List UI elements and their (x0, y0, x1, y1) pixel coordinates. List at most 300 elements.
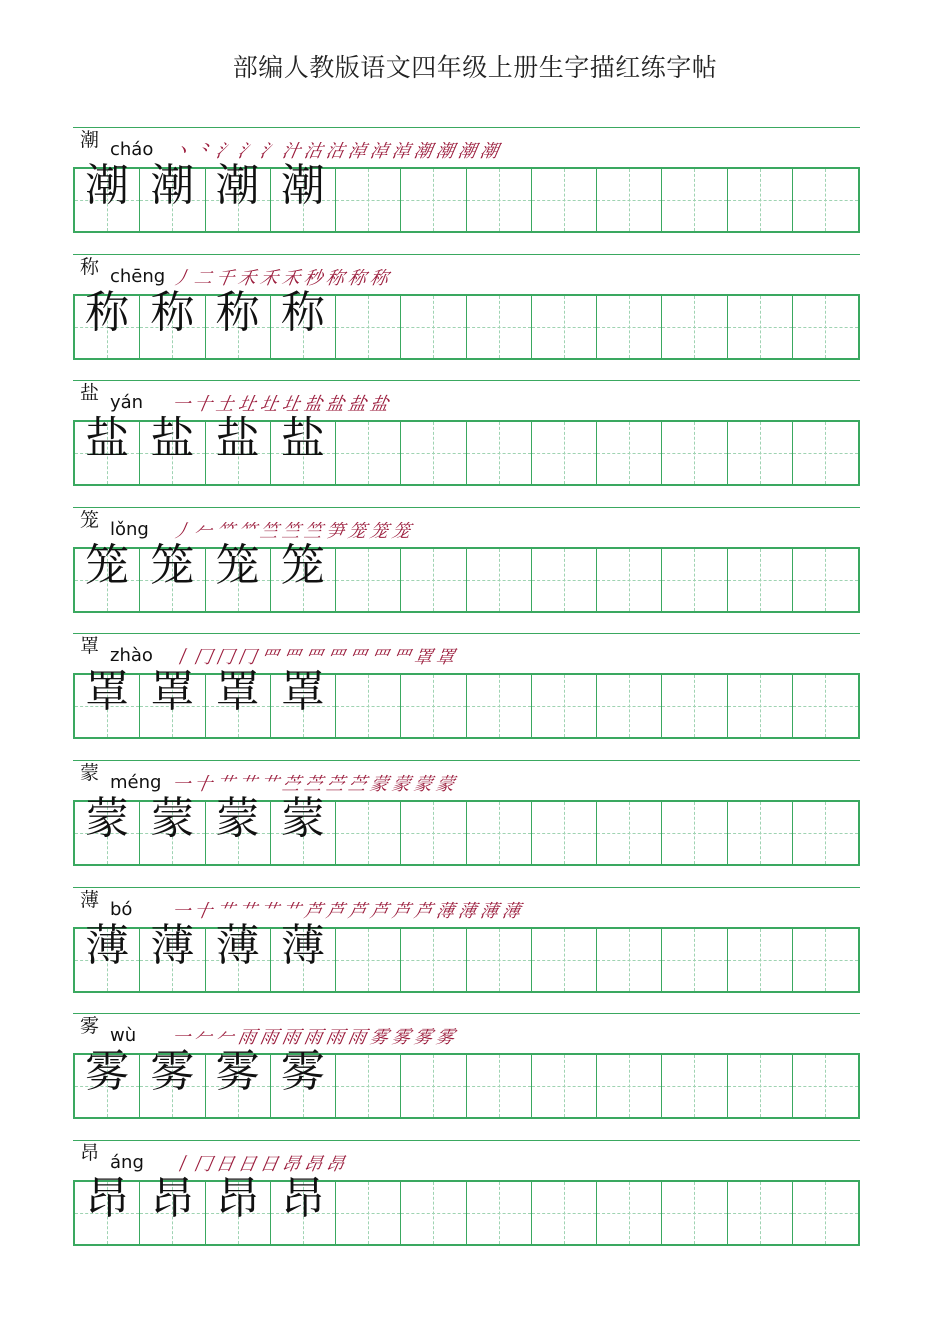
trace-character: 薄 (150, 919, 195, 971)
stroke-step: 丨 (170, 647, 192, 669)
empty-practice-cell[interactable] (662, 1055, 727, 1117)
trace-character: 雾 (150, 1046, 195, 1098)
empty-practice-cell[interactable] (597, 1182, 662, 1244)
guide-line-vertical (564, 802, 565, 864)
empty-practice-cell[interactable] (597, 929, 662, 991)
guide-line-vertical (564, 422, 565, 484)
empty-practice-cell[interactable] (728, 675, 793, 737)
trace-character: 雾 (215, 1046, 260, 1098)
trace-character: 笼 (85, 539, 130, 591)
guide-line-vertical (499, 169, 500, 231)
guide-line-vertical (433, 929, 434, 991)
trace-cell (140, 160, 205, 231)
stroke-step: 苎 (324, 774, 346, 795)
stroke-step: 笼 (390, 520, 412, 542)
stroke-step: 芦 (368, 900, 390, 922)
empty-practice-cell[interactable] (597, 1055, 662, 1117)
empty-practice-cell[interactable] (728, 296, 793, 358)
empty-practice-cell[interactable] (662, 675, 727, 737)
stroke-step: 蒙 (368, 774, 390, 795)
character-label: 笼 (80, 508, 100, 531)
guide-line-vertical (433, 675, 434, 737)
guide-line-vertical (694, 296, 695, 358)
writing-grid (73, 919, 860, 993)
empty-practice-cell[interactable] (728, 1182, 793, 1244)
stroke-step: 土 (214, 394, 236, 416)
stroke-step: 十 (192, 900, 214, 922)
guide-line-vertical (499, 549, 500, 611)
stroke-step: 芦 (324, 900, 346, 922)
stroke-step: 潮 (456, 141, 478, 162)
row-divider (73, 380, 860, 381)
guide-line-vertical (629, 1182, 630, 1244)
stroke-step: 称 (324, 267, 346, 289)
stroke-step: 沽 (302, 141, 324, 162)
trace-character: 罩 (85, 666, 130, 718)
trace-cell (140, 666, 205, 737)
empty-practice-cell[interactable] (728, 169, 793, 231)
guide-line-vertical (564, 1055, 565, 1117)
guide-line-vertical (499, 675, 500, 737)
trace-cell (206, 1046, 271, 1117)
stroke-step: 十 (192, 774, 214, 795)
stroke-step: 𥫗 (236, 520, 258, 542)
trace-character: 薄 (85, 919, 130, 971)
guide-line-vertical (825, 1182, 826, 1244)
stroke-step: 二 (192, 267, 214, 289)
empty-practice-cell[interactable] (467, 549, 532, 611)
guide-line-vertical (629, 422, 630, 484)
stroke-step: 雨 (258, 1027, 280, 1049)
stroke-step: 笋 (324, 520, 346, 542)
stroke-step: 淖 (368, 141, 390, 162)
empty-practice-cell[interactable] (336, 802, 401, 864)
trace-character: 潮 (150, 160, 195, 211)
character-label: 盐 (80, 382, 100, 405)
trace-cell (75, 1172, 140, 1244)
empty-practice-cell[interactable] (532, 929, 597, 991)
stroke-step: 雨 (236, 1027, 258, 1049)
empty-practice-cell[interactable] (793, 296, 858, 358)
trace-character: 称 (85, 286, 130, 338)
trace-cell (75, 666, 140, 737)
empty-practice-cell[interactable] (401, 169, 466, 231)
trace-character: 称 (215, 286, 260, 338)
stroke-step: 冂 (236, 647, 258, 669)
trace-character: 盐 (215, 413, 260, 465)
stroke-step: 盐 (368, 394, 390, 416)
writing-grid (73, 1172, 860, 1246)
empty-practice-cell[interactable] (467, 802, 532, 864)
trace-cell (75, 286, 140, 358)
character-label: 雾 (80, 1015, 100, 1038)
stroke-step: 𥫗 (214, 520, 236, 542)
page-title: 部编人教版语文四年级上册生字描红练字帖 (232, 53, 718, 82)
character-label: 昂 (80, 1141, 100, 1164)
stroke-step: 潮 (412, 141, 434, 162)
guide-line-vertical (825, 929, 826, 991)
stroke-step: 日 (214, 1153, 236, 1175)
trace-character: 潮 (85, 160, 130, 211)
stroke-step: 千 (214, 267, 236, 289)
writing-grid (73, 160, 860, 233)
empty-practice-cell[interactable] (467, 1182, 532, 1244)
stroke-step: 圵 (280, 394, 302, 416)
stroke-step: 𠂉 (214, 1027, 236, 1049)
guide-line-vertical (564, 169, 565, 231)
empty-practice-cell[interactable] (793, 549, 858, 611)
trace-cell (206, 539, 271, 611)
trace-cell (206, 919, 271, 991)
stroke-step: 汁 (280, 141, 302, 162)
pinyin-label: bó (110, 898, 133, 920)
stroke-step: 𠂉 (192, 1027, 214, 1049)
empty-practice-cell[interactable] (793, 675, 858, 737)
practice-row (73, 507, 860, 624)
stroke-step: 禾 (280, 267, 302, 289)
stroke-step: 盐 (346, 394, 368, 416)
empty-practice-cell[interactable] (793, 1182, 858, 1244)
empty-practice-cell[interactable] (662, 1182, 727, 1244)
stroke-step: 竺 (280, 520, 302, 542)
empty-practice-cell[interactable] (532, 169, 597, 231)
guide-line-vertical (760, 929, 761, 991)
empty-practice-cell[interactable] (336, 169, 401, 231)
trace-cell (271, 793, 336, 864)
trace-cell (75, 1046, 140, 1117)
guide-line-vertical (825, 296, 826, 358)
empty-practice-cell[interactable] (728, 802, 793, 864)
stroke-step: 艹 (214, 900, 236, 922)
practice-row (73, 127, 860, 244)
stroke-step: 艹 (236, 774, 258, 795)
row-divider (73, 760, 860, 761)
writing-grid (73, 286, 860, 360)
stroke-step: 雾 (412, 1027, 434, 1049)
stroke-step: 称 (346, 267, 368, 289)
guide-line-vertical (368, 929, 369, 991)
stroke-step: 芦 (302, 900, 324, 922)
empty-practice-cell[interactable] (401, 296, 466, 358)
stroke-step: 一 (170, 394, 192, 416)
empty-practice-cell[interactable] (793, 802, 858, 864)
pinyin-label: chēng (110, 265, 166, 287)
stroke-step: 蒙 (390, 774, 412, 795)
stroke-step: 昂 (302, 1153, 324, 1175)
stroke-step: 𠂉 (192, 520, 214, 542)
empty-practice-cell[interactable] (662, 422, 727, 484)
stroke-step: 薄 (434, 900, 456, 922)
character-label: 称 (80, 255, 100, 278)
guide-line-vertical (564, 296, 565, 358)
stroke-step: 圵 (236, 394, 258, 416)
stroke-step: 一 (170, 1027, 192, 1049)
stroke-step: 昂 (280, 1153, 302, 1175)
empty-practice-cell[interactable] (401, 422, 466, 484)
stroke-step: 丿 (170, 520, 192, 542)
stroke-step: 蒙 (412, 774, 434, 795)
trace-cell (206, 413, 271, 484)
empty-practice-cell[interactable] (336, 296, 401, 358)
trace-cell (75, 919, 140, 991)
guide-line-vertical (760, 675, 761, 737)
empty-practice-cell[interactable] (597, 802, 662, 864)
empty-practice-cell[interactable] (467, 296, 532, 358)
empty-practice-cell[interactable] (532, 675, 597, 737)
pinyin-label: wù (110, 1025, 137, 1047)
stroke-step: 雨 (280, 1027, 302, 1049)
empty-practice-cell[interactable] (401, 1055, 466, 1117)
stroke-step: 艹 (258, 900, 280, 922)
empty-practice-cell[interactable] (597, 422, 662, 484)
row-divider (73, 507, 860, 508)
empty-practice-cell[interactable] (793, 929, 858, 991)
empty-practice-cell[interactable] (728, 929, 793, 991)
guide-line-vertical (433, 296, 434, 358)
empty-practice-cell[interactable] (662, 929, 727, 991)
trace-character: 蒙 (215, 793, 260, 844)
trace-cell (206, 666, 271, 737)
stroke-step: 禾 (236, 267, 258, 289)
trace-character: 蒙 (280, 793, 325, 844)
stroke-step: 罒 (368, 647, 390, 669)
empty-practice-cell[interactable] (597, 169, 662, 231)
trace-cell (140, 919, 205, 991)
empty-practice-cell[interactable] (597, 549, 662, 611)
trace-cell (140, 793, 205, 864)
stroke-step: 氵 (258, 141, 280, 162)
guide-line-vertical (760, 802, 761, 864)
stroke-step: 芦 (412, 900, 434, 922)
trace-cell (271, 539, 336, 611)
row-divider (73, 1140, 860, 1141)
empty-practice-cell[interactable] (793, 1055, 858, 1117)
guide-line-vertical (499, 296, 500, 358)
guide-line-vertical (433, 422, 434, 484)
empty-practice-cell[interactable] (662, 296, 727, 358)
empty-practice-cell[interactable] (336, 1182, 401, 1244)
guide-line-vertical (694, 1055, 695, 1117)
empty-practice-cell[interactable] (532, 1182, 597, 1244)
empty-practice-cell[interactable] (728, 1055, 793, 1117)
trace-cell (271, 413, 336, 484)
trace-cell (206, 793, 271, 864)
empty-practice-cell[interactable] (662, 549, 727, 611)
stroke-step: 雨 (302, 1027, 324, 1049)
writing-grid (73, 793, 860, 866)
trace-character: 蒙 (150, 793, 195, 844)
trace-cell (206, 286, 271, 358)
row-divider (73, 1013, 860, 1014)
practice-row (73, 1140, 860, 1257)
guide-line-vertical (433, 169, 434, 231)
row-divider (73, 127, 860, 128)
stroke-step: 竺 (258, 520, 280, 542)
guide-line-vertical (499, 929, 500, 991)
stroke-step: 笼 (368, 520, 390, 542)
empty-practice-cell[interactable] (728, 549, 793, 611)
stroke-step: 冂 (192, 1153, 214, 1175)
stroke-step: 淖 (390, 141, 412, 162)
stroke-step: 罒 (390, 647, 412, 669)
guide-line-vertical (825, 422, 826, 484)
empty-practice-cell[interactable] (532, 422, 597, 484)
trace-character: 雾 (85, 1046, 130, 1098)
guide-line-vertical (564, 675, 565, 737)
trace-character: 雾 (280, 1046, 325, 1098)
empty-practice-cell[interactable] (336, 929, 401, 991)
stroke-step: 罒 (280, 647, 302, 669)
guide-line-vertical (629, 929, 630, 991)
empty-practice-cell[interactable] (467, 422, 532, 484)
trace-cell (75, 539, 140, 611)
stroke-step: 罒 (324, 647, 346, 669)
stroke-step: 罩 (412, 647, 434, 669)
guide-line-vertical (629, 675, 630, 737)
empty-practice-cell[interactable] (532, 802, 597, 864)
stroke-step: 日 (236, 1153, 258, 1175)
empty-practice-cell[interactable] (336, 422, 401, 484)
guide-line-vertical (825, 802, 826, 864)
guide-line-vertical (499, 802, 500, 864)
stroke-step: 芦 (346, 900, 368, 922)
stroke-step: 薄 (456, 900, 478, 922)
stroke-step: 芦 (390, 900, 412, 922)
trace-character: 笼 (150, 539, 195, 591)
stroke-step: 罩 (434, 647, 456, 669)
guide-line-vertical (368, 296, 369, 358)
guide-line-vertical (564, 1182, 565, 1244)
stroke-step: 丨 (170, 1153, 192, 1175)
stroke-step: 圵 (258, 394, 280, 416)
guide-line-vertical (433, 549, 434, 611)
empty-practice-cell[interactable] (793, 422, 858, 484)
trace-cell (140, 413, 205, 484)
empty-practice-cell[interactable] (467, 929, 532, 991)
trace-cell (140, 1172, 205, 1244)
trace-cell (140, 539, 205, 611)
empty-practice-cell[interactable] (401, 549, 466, 611)
trace-cell (75, 413, 140, 484)
guide-line-vertical (564, 549, 565, 611)
empty-practice-cell[interactable] (662, 169, 727, 231)
guide-line-vertical (760, 422, 761, 484)
trace-cell (75, 160, 140, 231)
pinyin-label: zhào (110, 645, 153, 667)
practice-row (73, 1013, 860, 1130)
trace-cell (271, 919, 336, 991)
writing-grid (73, 413, 860, 486)
stroke-step: 禾 (258, 267, 280, 289)
empty-practice-cell[interactable] (401, 675, 466, 737)
guide-line-vertical (368, 675, 369, 737)
stroke-step: 笼 (346, 520, 368, 542)
character-label: 蒙 (80, 762, 100, 784)
guide-line-vertical (825, 549, 826, 611)
empty-practice-cell[interactable] (662, 802, 727, 864)
empty-practice-cell[interactable] (401, 802, 466, 864)
stroke-step: 秒 (302, 267, 324, 289)
empty-practice-cell[interactable] (336, 1055, 401, 1117)
trace-cell (206, 160, 271, 231)
trace-cell (271, 1046, 336, 1117)
stroke-step: 氵 (236, 141, 258, 162)
empty-practice-cell[interactable] (336, 549, 401, 611)
guide-line-vertical (564, 929, 565, 991)
guide-line-vertical (825, 169, 826, 231)
trace-character: 薄 (280, 919, 325, 971)
empty-practice-cell[interactable] (467, 169, 532, 231)
stroke-step: 罒 (258, 647, 280, 669)
empty-practice-cell[interactable] (597, 296, 662, 358)
stroke-step: 雨 (346, 1027, 368, 1049)
empty-practice-cell[interactable] (467, 675, 532, 737)
guide-line-vertical (499, 1055, 500, 1117)
practice-row (73, 633, 860, 750)
guide-line-vertical (760, 1182, 761, 1244)
stroke-step: 蒙 (434, 774, 456, 795)
stroke-step: 冂 (192, 647, 214, 669)
guide-line-vertical (694, 549, 695, 611)
empty-practice-cell[interactable] (793, 169, 858, 231)
stroke-step: 冂 (214, 647, 236, 669)
empty-practice-cell[interactable] (532, 296, 597, 358)
empty-practice-cell[interactable] (532, 1055, 597, 1117)
trace-character: 盐 (85, 413, 130, 465)
writing-grid (73, 1046, 860, 1119)
trace-character: 潮 (280, 160, 325, 211)
row-divider (73, 887, 860, 888)
guide-line-vertical (629, 1055, 630, 1117)
guide-line-vertical (629, 549, 630, 611)
trace-cell (271, 286, 336, 358)
trace-cell (75, 793, 140, 864)
empty-practice-cell[interactable] (401, 929, 466, 991)
trace-character: 蒙 (85, 793, 130, 844)
stroke-step: 罒 (302, 647, 324, 669)
row-divider (73, 254, 860, 255)
guide-line-vertical (760, 1055, 761, 1117)
trace-cell (271, 160, 336, 231)
guide-line-vertical (499, 422, 500, 484)
stroke-step: 雾 (368, 1027, 390, 1049)
stroke-step: 雨 (324, 1027, 346, 1049)
stroke-step: 丿 (170, 267, 192, 289)
guide-line-vertical (694, 1182, 695, 1244)
stroke-step: 潮 (434, 141, 456, 162)
trace-character: 昂 (85, 1172, 130, 1224)
stroke-step: 一 (170, 900, 192, 922)
guide-line-vertical (825, 675, 826, 737)
stroke-step: 一 (170, 774, 192, 795)
empty-practice-cell[interactable] (401, 1182, 466, 1244)
empty-practice-cell[interactable] (728, 422, 793, 484)
guide-line-vertical (629, 802, 630, 864)
stroke-step: 罒 (346, 647, 368, 669)
pinyin-label: yán (110, 392, 144, 414)
trace-character: 罩 (280, 666, 325, 718)
stroke-step: 苎 (280, 774, 302, 795)
stroke-step: 日 (258, 1153, 280, 1175)
stroke-step: 丶 (170, 141, 192, 162)
empty-practice-cell[interactable] (597, 675, 662, 737)
empty-practice-cell[interactable] (532, 549, 597, 611)
empty-practice-cell[interactable] (336, 675, 401, 737)
guide-line-vertical (825, 1055, 826, 1117)
empty-practice-cell[interactable] (467, 1055, 532, 1117)
stroke-step: 薄 (478, 900, 500, 922)
stroke-step: 淖 (346, 141, 368, 162)
